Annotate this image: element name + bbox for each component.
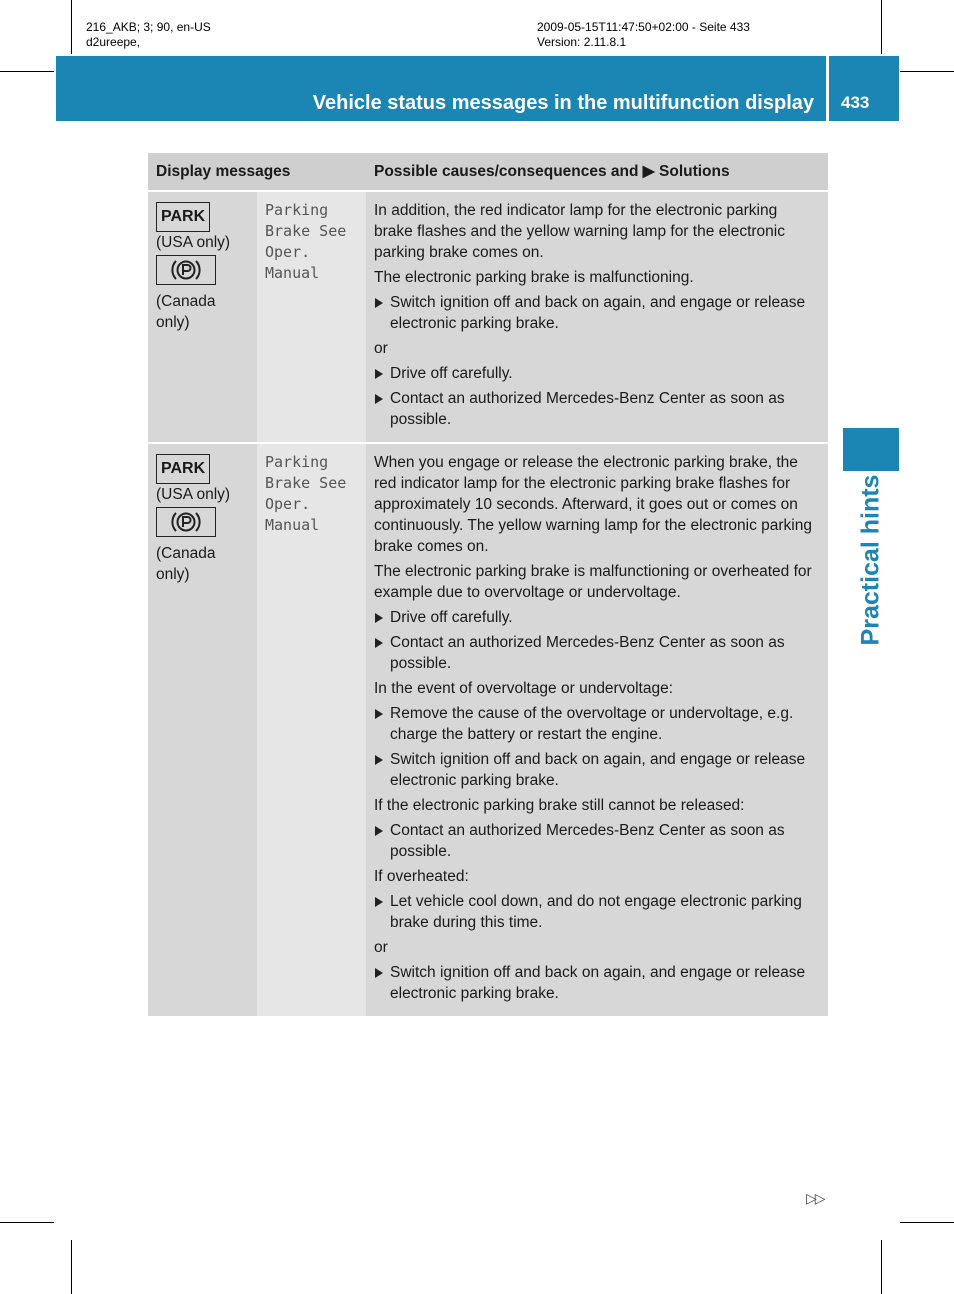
section-tab-marker xyxy=(843,428,899,471)
cause-text: or xyxy=(374,340,388,357)
cause-text: If overheated: xyxy=(374,868,469,885)
solution-step: Let vehicle cool down, and do not engage electronic parking brake during this time. xyxy=(374,891,820,933)
cause-text: or xyxy=(374,939,388,956)
cause-text: In addition, the red indicator lamp for the electronic parking brake flashes and the yellow warning lamp for the electronic parking brake comes on. xyxy=(374,202,785,261)
cause-text: When you engage or release the electronic parking brake, the red indicator lamp for the electronic parking brake flashes for approximately 10 seconds. Afterward, it goes out or comes on continuously. The yellow warning lamp for the electronic parking brake comes on. xyxy=(374,454,812,555)
crop-mark xyxy=(71,0,72,54)
solution-step: Switch ignition off and back on again, and engage or release electronic parking brake. xyxy=(374,292,820,334)
crop-mark xyxy=(0,71,54,72)
page-title: Vehicle status messages in the multifunction display xyxy=(312,92,814,114)
page-number-box xyxy=(829,56,899,121)
usa-only-note: (USA only) xyxy=(156,486,231,503)
table-row xyxy=(148,443,828,1016)
status-message-table xyxy=(148,153,828,1016)
circled-p-brake-icon xyxy=(156,507,216,537)
continue-arrows-icon: ▷▷ xyxy=(806,1190,824,1206)
section-side-label: Practical hints xyxy=(856,474,885,646)
circled-p-brake-icon xyxy=(156,255,216,285)
usa-only-note: (USA only) xyxy=(156,234,231,251)
canada-only-note: (Canada only) xyxy=(156,293,216,331)
header-bar xyxy=(56,56,826,121)
meta-right xyxy=(537,20,750,50)
solution-step: Switch ignition off and back on again, and engage or release electronic parking brake. xyxy=(374,962,820,1004)
display-icon-cell xyxy=(148,443,257,1016)
header-causes-solutions: Possible causes/consequences and ▶ Solutions xyxy=(366,153,828,191)
meta-left-line1: 216_AKB; 3; 90, en-US xyxy=(86,20,211,34)
crop-mark xyxy=(881,1240,882,1294)
table-row xyxy=(148,191,828,443)
meta-right-line2: Version: 2.11.8.1 xyxy=(537,35,627,49)
causes-solutions-cell xyxy=(366,443,828,1016)
cause-text: In the event of overvoltage or undervoltage: xyxy=(374,680,674,697)
park-warning-icon: PARK xyxy=(156,202,210,232)
meta-left-line2: d2ureepe, xyxy=(86,35,141,49)
display-message-text: Parking Brake See Oper. Manual xyxy=(257,191,366,443)
crop-mark xyxy=(881,0,882,54)
display-icon-cell xyxy=(148,191,257,443)
solution-step: Switch ignition off and back on again, and engage or release electronic parking brake. xyxy=(374,749,820,791)
crop-mark xyxy=(0,1222,54,1223)
page-number: 433 xyxy=(841,93,870,112)
solution-step: Contact an authorized Mercedes-Benz Center as soon as possible. xyxy=(374,820,820,862)
cause-text: The electronic parking brake is malfunctioning or overheated for example due to overvoltage or undervoltage. xyxy=(374,563,812,601)
header-display-messages: Display messages xyxy=(148,153,366,191)
crop-mark xyxy=(71,1240,72,1294)
meta-right-line1: 2009-05-15T11:47:50+02:00 - Seite 433 xyxy=(537,20,750,34)
solution-step: Drive off carefully. xyxy=(374,363,820,384)
canada-only-note: (Canada only) xyxy=(156,545,216,583)
crop-mark xyxy=(900,1222,954,1223)
solution-step: Contact an authorized Mercedes-Benz Center as soon as possible. xyxy=(374,388,820,430)
causes-solutions-cell xyxy=(366,191,828,443)
solution-step: Contact an authorized Mercedes-Benz Center as soon as possible. xyxy=(374,632,820,674)
cause-text: The electronic parking brake is malfunctioning. xyxy=(374,269,694,286)
meta-left xyxy=(86,20,211,50)
solution-step: Drive off carefully. xyxy=(374,607,820,628)
crop-mark xyxy=(900,71,954,72)
cause-text: If the electronic parking brake still cannot be released: xyxy=(374,797,745,814)
park-warning-icon: PARK xyxy=(156,454,210,484)
solution-step: Remove the cause of the overvoltage or undervoltage, e.g. charge the battery or restart the engine. xyxy=(374,703,820,745)
table-header-row xyxy=(148,153,828,191)
display-message-text: Parking Brake See Oper. Manual xyxy=(257,443,366,1016)
